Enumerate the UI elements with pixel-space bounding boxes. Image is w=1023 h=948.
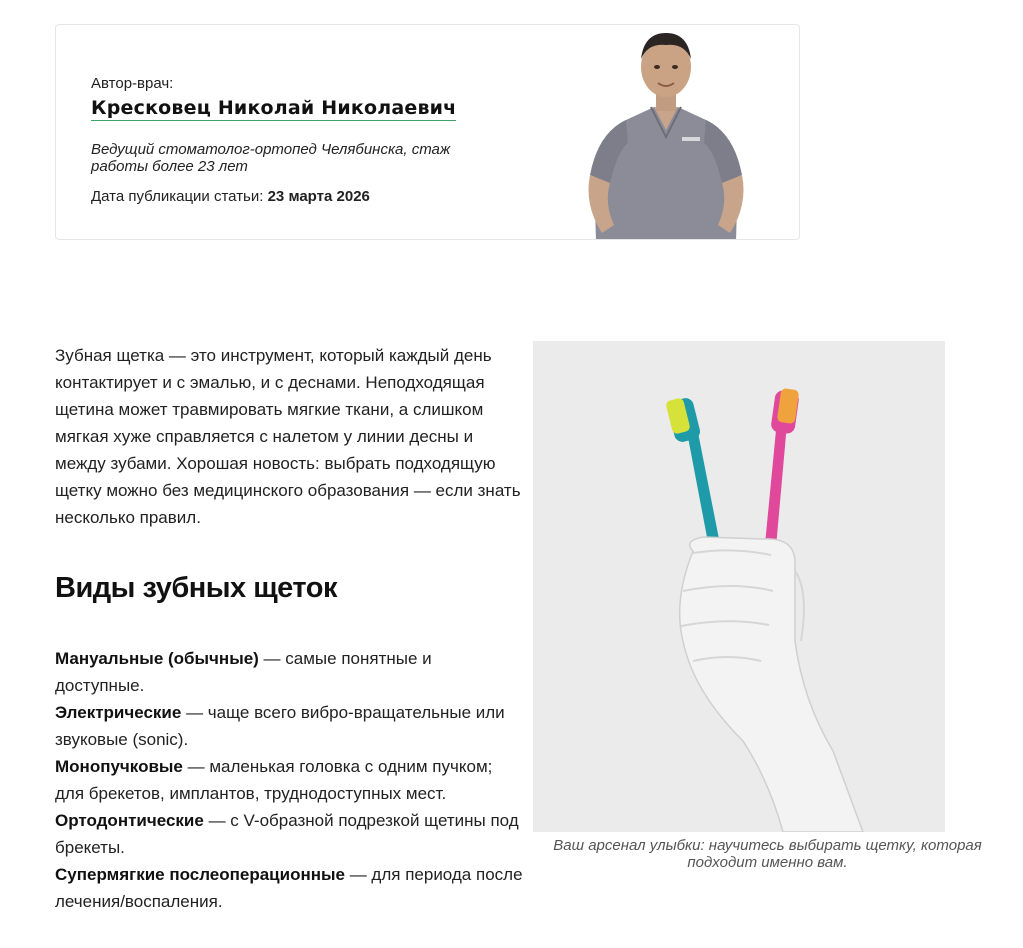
list-item-term: Монопучковые [55, 757, 183, 776]
author-role-label: Автор-врач: [91, 75, 174, 92]
brush-types-list [55, 645, 525, 915]
list-item-desc: — маленькая головка с одним пучком; для брекетов, имплантов, труднодоступных мест. [55, 757, 493, 803]
list-item-term: Супермягкие послеоперационные [55, 865, 345, 884]
list-item [55, 807, 525, 861]
author-name-link[interactable]: Кресковец Николай Николаевич [91, 97, 457, 119]
list-item-term: Мануальные (обычные) [55, 649, 259, 668]
author-description: Ведущий стоматолог-ортопед Челябинска, стаж работы более 23 лет [91, 141, 451, 175]
publication-date-value: 23 марта 2026 [267, 188, 370, 205]
toothbrush-photo [533, 341, 945, 832]
list-item-desc: — для периода после лечения/воспаления. [55, 865, 523, 911]
author-card [55, 24, 800, 240]
publication-date-label: Дата публикации статьи: [91, 188, 264, 205]
photo-caption: Ваш арсенал улыбки: научитесь выбирать щетку, которая подходит именно вам. [553, 837, 982, 871]
list-item [55, 861, 525, 915]
doctor-photo [566, 25, 766, 240]
list-item [55, 699, 525, 753]
list-item-desc: — чаще всего вибро-вращательные или звуковые (sonic). [55, 703, 505, 749]
list-item-term: Ортодонтические [55, 811, 204, 830]
list-item-desc: — с V-образной подрезкой щетины под брекеты. [55, 811, 519, 857]
list-item [55, 645, 525, 699]
list-item [55, 753, 525, 807]
list-item-desc: — самые понятные и доступные. [55, 649, 432, 695]
list-item-term: Электрические [55, 703, 182, 722]
publication-date [91, 188, 370, 205]
article-intro: Зубная щетка — это инструмент, который каждый день контактирует и с эмалью, и с деснами. Неподходящая щетина может травмировать мягкие ткани, а слишком мягкая хуже справляется с налетом у линии десны и между зубами. Хорошая новость: выбрать подходящую щетку можно без медицинского образования — если знать несколько правил. [55, 346, 521, 527]
section-title: Виды зубных щеток [55, 572, 337, 604]
